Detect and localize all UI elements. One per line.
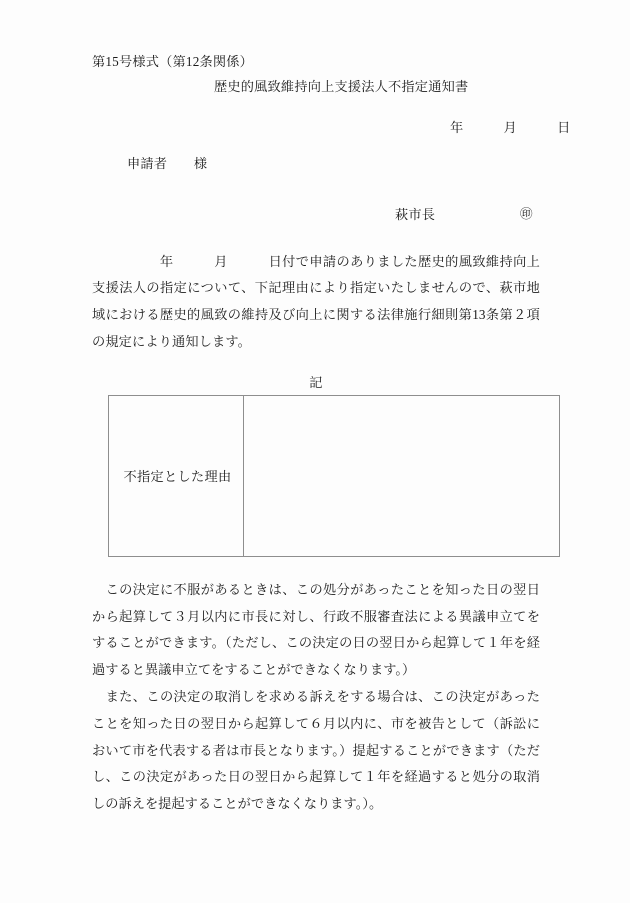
addressee-line: 申請者 様 — [127, 155, 208, 171]
reason-value-cell[interactable] — [244, 395, 560, 556]
appeal-paragraph-1: この決定に不服があるときは、この処分があったことを知った日の翌日から起算して３月以内に市長に対し、行政不服審査法による異議申立てをすることができます。（ただし、この決定の日の翌日から起算して１年を経過すると異議申立てをすることができなくなります。） — [92, 581, 540, 678]
seal-icon: ㊞ — [520, 206, 533, 221]
form-number: 第15号様式（第12条関係） — [92, 54, 254, 69]
issuer-name: 萩市長 — [395, 206, 436, 222]
date-line: 年 月 日 — [450, 119, 571, 135]
reason-label-cell: 不指定とした理由 — [109, 395, 244, 556]
appeal-paragraph-2: また、この決定の取消しを求める訴えをする場合は、この決定があったことを知った日の翌日から起算して６月以内に、市を被告として（訴訟において市を代表する者は市長となります。）提起することができます（ただし、この決定があった日の翌日から起算して１年を経過すると処分の取消しの訴えを提起することができなくなります。）。 — [92, 688, 540, 812]
issuer-line — [92, 204, 540, 223]
table-row — [109, 395, 560, 556]
document-body — [92, 52, 571, 818]
reason-table — [108, 395, 560, 557]
notification-body-text: 年 月 日付で申請のありました歴史的風致維持向上支援法人の指定について、下記理由により指定いたしませんので、萩市地域における歴史的風致の維持及び向上に関する法律施行細則第13条第２項の規定により通知します。 — [92, 253, 540, 349]
kiji-heading: 記 — [309, 374, 323, 390]
document-title: 歴史的風致維持向上支援法人不指定通知書 — [214, 78, 469, 94]
